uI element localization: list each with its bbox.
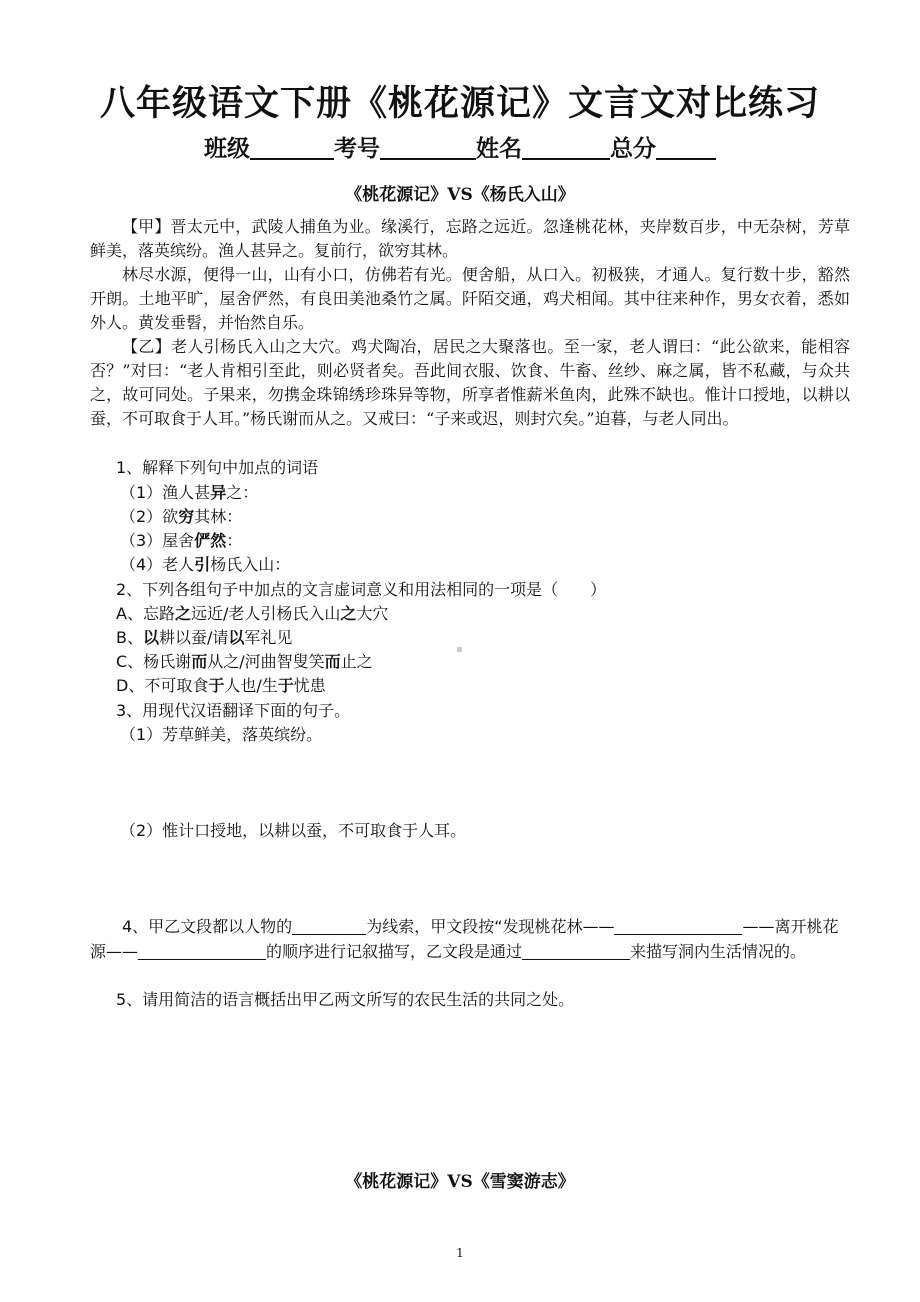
q3-stem: 3、用现代汉语翻译下面的句子。 bbox=[116, 701, 351, 720]
q4 bbox=[90, 914, 850, 964]
passage-yi: 【乙】老人引杨氏入山之大穴。鸡犬陶冶，居民之大聚落也。至一家，老人谓曰：“此公欲来，能相容否？”对曰：“老人肯相引至此，则必贤者矣。吾此间衣服、饮食、牛畜、丝纱、麻之属，皆不私藏，与众共之，故可同处。子果来，勿携金珠锦绣珍珠异等物，所享者惟薪米鱼肉，此殊不缺也。惟计口授地，以耕以蚕，不可取食于人耳。”杨氏谢而从之。又戒曰：“子来或迟，则封穴矣。”迫暮，与老人同出。 bbox=[90, 337, 850, 428]
q2-b-3: 军礼见 bbox=[244, 628, 293, 647]
name-blank[interactable] bbox=[522, 136, 610, 160]
q2-option-d[interactable] bbox=[116, 674, 326, 698]
section-title-2: 《桃花源记》VS《雪窦游志》 bbox=[345, 1172, 575, 1192]
q1-item-3-post: ： bbox=[226, 531, 243, 550]
q2-stem: 2、下列各组句子中加点的文言虚词意义和用法相同的一项是（ ） bbox=[116, 580, 607, 599]
q1-item-1-post: 之： bbox=[226, 483, 259, 502]
q2-c-1: C、杨氏谢 bbox=[116, 652, 192, 671]
q4-blank-4[interactable] bbox=[522, 941, 630, 960]
scan-speck bbox=[457, 647, 462, 652]
q2-d-dot2: 于 bbox=[277, 676, 294, 695]
q1-item-1 bbox=[120, 481, 258, 505]
q2-option-a[interactable] bbox=[116, 602, 388, 626]
score-label: 总分 bbox=[610, 136, 656, 162]
q2-a-dot2: 之 bbox=[340, 604, 357, 623]
student-info-line bbox=[0, 130, 920, 163]
q2-c-dot1: 而 bbox=[191, 652, 208, 671]
q2-d-dot1: 于 bbox=[208, 676, 225, 695]
q4-part3: ——离开桃花源—— bbox=[90, 917, 839, 961]
q1-item-2 bbox=[120, 505, 242, 529]
number-label: 考号 bbox=[334, 136, 380, 162]
q4-part5: 来描写洞内生活情况的。 bbox=[630, 942, 807, 961]
q2-a-3: 大穴 bbox=[356, 604, 389, 623]
q4-part1: 4、甲乙文段都以人物的 bbox=[122, 917, 293, 936]
q1-item-2-dotted: 穷 bbox=[178, 507, 195, 526]
class-label: 班级 bbox=[204, 136, 250, 162]
q1-item-4-dotted: 引 bbox=[194, 555, 211, 574]
section-title-1: 《桃花源记》VS《杨氏入山》 bbox=[345, 185, 575, 205]
passage-jia-p2: 林尽水源，便得一山，山有小口，仿佛若有光。便舍船，从口入。初极狭，才通人。复行数十步，豁然开朗。土地平旷，屋舍俨然，有良田美池桑竹之属。阡陌交通，鸡犬相闻。其中往来种作，男女衣着，悉如外人。黄发垂髫，并怡然自乐。 bbox=[90, 265, 850, 332]
q1-item-3-dotted: 俨然 bbox=[194, 531, 227, 550]
q2-c-2: 从之/河曲智叟笑 bbox=[207, 652, 325, 671]
q3-item-2: （2）惟计口授地，以耕以蚕，不可取食于人耳。 bbox=[120, 821, 467, 840]
q1-item-1-dotted: 异 bbox=[210, 483, 227, 502]
q1-item-4-post: 杨氏入山： bbox=[210, 555, 291, 574]
q2-b-2: 耕以蚕/请 bbox=[159, 628, 229, 647]
q2-d-3: 忧患 bbox=[293, 676, 326, 695]
q2-d-1: D、不可取食 bbox=[116, 676, 209, 695]
q3-item-1: （1）芳草鲜美，落英缤纷。 bbox=[120, 725, 323, 744]
page-number: 1 bbox=[456, 1246, 464, 1260]
q1-item-2-post: 其林： bbox=[194, 507, 243, 526]
q1-stem: 1、解释下列句中加点的词语 bbox=[116, 458, 319, 477]
page-title: 八年级语文下册《桃花源记》文言文对比练习 bbox=[99, 84, 820, 124]
q1-item-4 bbox=[120, 553, 290, 577]
q2-a-2: 远近/老人引杨氏入山 bbox=[190, 604, 341, 623]
q1-item-3 bbox=[120, 529, 242, 553]
q2-c-3: 止之 bbox=[340, 652, 373, 671]
q1-item-2-pre: （2）欲 bbox=[120, 507, 179, 526]
q5: 5、请用简洁的语言概括出甲乙两文所写的农民生活的共同之处。 bbox=[116, 990, 575, 1009]
q2-a-1: A、忘路 bbox=[116, 604, 175, 623]
passage-jia-p1: 【甲】晋太元中，武陵人捕鱼为业。缘溪行，忘路之远近。忽逢桃花林，夹岸数百步，中无杂树，芳草鲜美，落英缤纷。渔人甚异之。复前行，欲穷其林。 bbox=[90, 217, 850, 260]
q4-blank-3[interactable] bbox=[138, 941, 266, 960]
q4-part2: 为线索，甲文段按“发现桃花林—— bbox=[366, 917, 615, 936]
q2-b-1: B、 bbox=[116, 628, 143, 647]
passage bbox=[90, 215, 850, 431]
q2-c-dot2: 而 bbox=[324, 652, 341, 671]
q2-a-dot1: 之 bbox=[174, 604, 191, 623]
q4-blank-1[interactable] bbox=[292, 916, 366, 935]
name-label: 姓名 bbox=[476, 136, 522, 162]
q4-blank-2[interactable] bbox=[614, 916, 742, 935]
score-blank[interactable] bbox=[656, 136, 716, 160]
q1-item-4-pre: （4）老人 bbox=[120, 555, 195, 574]
q2-option-b[interactable] bbox=[116, 626, 292, 650]
q2-option-c[interactable] bbox=[116, 650, 373, 674]
q2-b-dot2: 以 bbox=[228, 628, 245, 647]
q1-item-1-pre: （1）渔人甚 bbox=[120, 483, 211, 502]
number-blank[interactable] bbox=[380, 136, 476, 160]
q2-b-dot1: 以 bbox=[142, 628, 159, 647]
class-blank[interactable] bbox=[250, 136, 334, 160]
q4-part4: 的顺序进行记叙描写，乙文段是通过 bbox=[266, 942, 523, 961]
q2-d-2: 人也/生 bbox=[224, 676, 278, 695]
q1-item-3-pre: （3）屋舍 bbox=[120, 531, 195, 550]
